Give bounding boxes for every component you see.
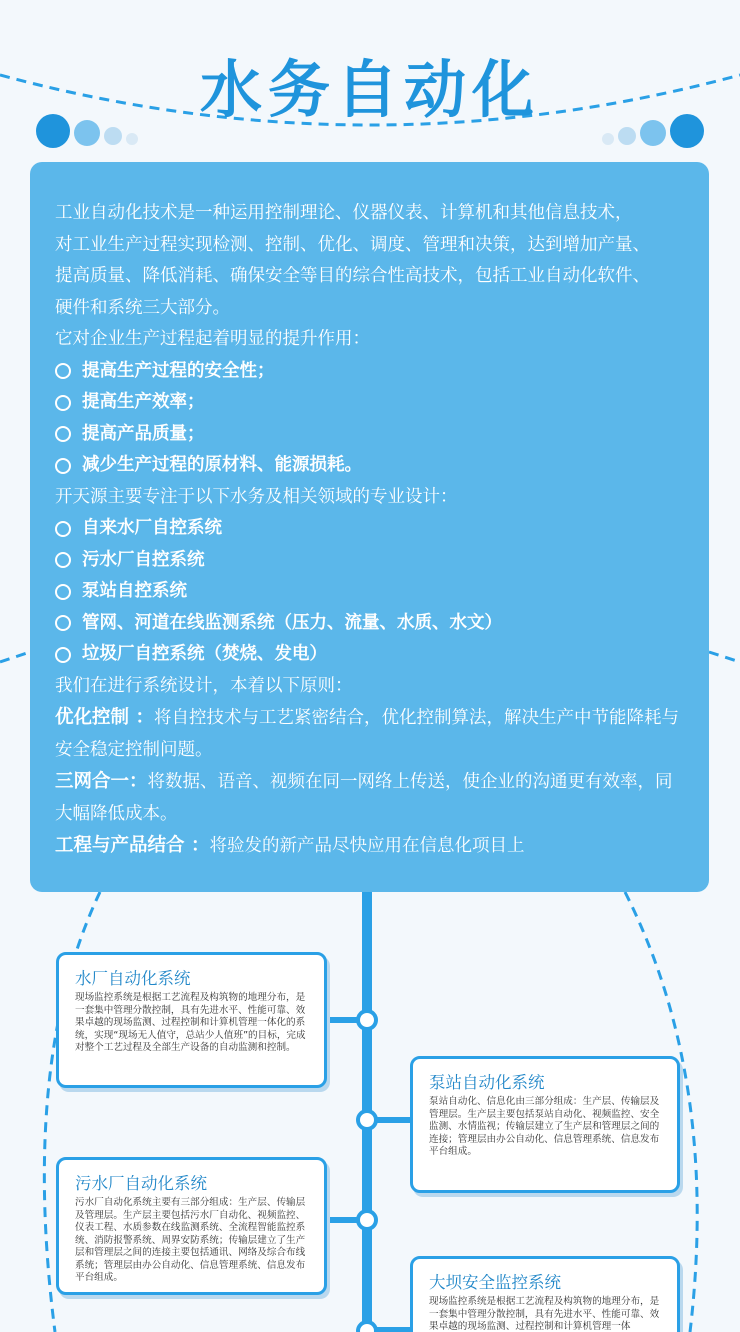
- card-text: 泵站自动化、信息化由三部分组成：生产层、传输层及管理层。生产层主要包括泵站自动化、视频监控、安全监测、水情监视；传输层建立了生产层和管理层之间的连接；管理层由办公自动化、信息管理系统、信息发布平台组成。: [429, 1096, 660, 1157]
- circle-bullet-icon: [55, 395, 71, 411]
- decorative-dot: [126, 133, 138, 145]
- benefit-item: 提高产品质量；: [55, 419, 685, 451]
- circle-bullet-icon: [55, 363, 71, 379]
- decorative-dot: [74, 120, 100, 146]
- decorative-dot: [670, 114, 704, 148]
- circle-bullet-icon: [55, 584, 71, 600]
- principle-item: 优化控制 ：将自控技术与工艺紧密结合，优化控制算法，解决生产中节能降耗与安全稳定控制问题。: [55, 707, 679, 760]
- principle-item: 工程与产品结合 ：将验发的新产品尽快应用在信息化项目上: [55, 835, 525, 856]
- card-text: 现场监控系统是根据工艺流程及构筑物的地理分布，是一套集中管理分散控制，具有先进水平、性能可靠、效果卓越的现场监测、过程控制和计算机管理一体: [429, 1296, 660, 1332]
- card-title: 污水厂自动化系统: [75, 1174, 207, 1193]
- card-title: 大坝安全监控系统: [429, 1273, 561, 1292]
- card-text: 现场监控系统是根据工艺流程及构筑物的地理分布，是一套集中管理分散控制，具有先进水平、性能可靠、效果卓越的现场监测、过程控制和计算机管理一体化的系统，实现“现场无人值守，总站少人值班”的目标，完成对整个工艺过程及全部生产设备的自动监测和控制。: [75, 992, 306, 1053]
- intro-line: 工业自动化技术是一种运用控制理论、仪器仪表、计算机和其他信息技术，: [55, 203, 633, 223]
- decorative-dot: [602, 133, 614, 145]
- card-text: 污水厂自动化系统主要有三部分组成：生产层、传输层及管理层。生产层主要包括污水厂自动化、视频监控、仪表工程、水质参数在线监测系统、全流程智能监控系统、消防报警系统、周界安防系统；传输层建立了生产层和管理层之间的连接主要包括通讯、网络及综合布线系统；管理层由办公自动化、信息管理系统、信息发布平台组成。: [75, 1197, 306, 1283]
- principles-heading: 我们在进行系统设计，本着以下原则：: [55, 675, 353, 696]
- system-card-sewage-plant: [56, 1157, 327, 1295]
- circle-bullet-icon: [55, 647, 71, 663]
- circle-bullet-icon: [55, 521, 71, 537]
- decorative-dot: [36, 114, 70, 148]
- benefit-item: 提高生产效率；: [55, 387, 685, 419]
- card-title: 泵站自动化系统: [429, 1073, 545, 1092]
- intro-panel: [30, 162, 709, 892]
- timeline-node: [356, 1109, 378, 1131]
- circle-bullet-icon: [55, 458, 71, 474]
- system-card-water-plant: [56, 952, 327, 1088]
- field-item: 管网、河道在线监测系统（压力、流量、水质、水文）: [55, 608, 685, 640]
- benefit-item: 减少生产过程的原材料、能源损耗。: [55, 450, 685, 482]
- decorative-dot: [618, 127, 636, 145]
- intro-line: 提高质量、降低消耗、确保安全等目的综合性高技术，包括工业自动化软件、: [55, 266, 650, 286]
- page-title: 水务自动化: [199, 53, 540, 126]
- system-card-dam-safety: [410, 1256, 680, 1332]
- decorative-dot: [640, 120, 666, 146]
- decorative-dot: [104, 127, 122, 145]
- field-item: 泵站自控系统: [55, 576, 685, 608]
- circle-bullet-icon: [55, 552, 71, 568]
- circle-bullet-icon: [55, 426, 71, 442]
- intro-line: 对工业生产过程实现检测、控制、优化、调度、管理和决策，达到增加产量、: [55, 234, 650, 255]
- timeline-node: [356, 1209, 378, 1231]
- benefit-item: 提高生产过程的安全性；: [55, 356, 685, 388]
- field-item: 垃圾厂自控系统（焚烧、发电）: [55, 639, 685, 671]
- circle-bullet-icon: [55, 615, 71, 631]
- card-title: 水厂自动化系统: [75, 969, 191, 988]
- field-item: 污水厂自控系统: [55, 545, 685, 577]
- system-card-pump-station: [410, 1056, 680, 1193]
- timeline-node: [356, 1009, 378, 1031]
- intro-line: 硬件和系统三大部分。: [55, 297, 230, 318]
- benefits-heading: 它对企业生产过程起着明显的提升作用：: [55, 329, 370, 349]
- principle-item: 三网合一：将数据、语音、视频在同一网络上传送，使企业的沟通更有效率，同大幅降低成本。: [55, 771, 673, 824]
- fields-heading: 开天源主要专注于以下水务及相关领域的专业设计：: [55, 486, 458, 507]
- field-item: 自来水厂自控系统: [55, 513, 685, 545]
